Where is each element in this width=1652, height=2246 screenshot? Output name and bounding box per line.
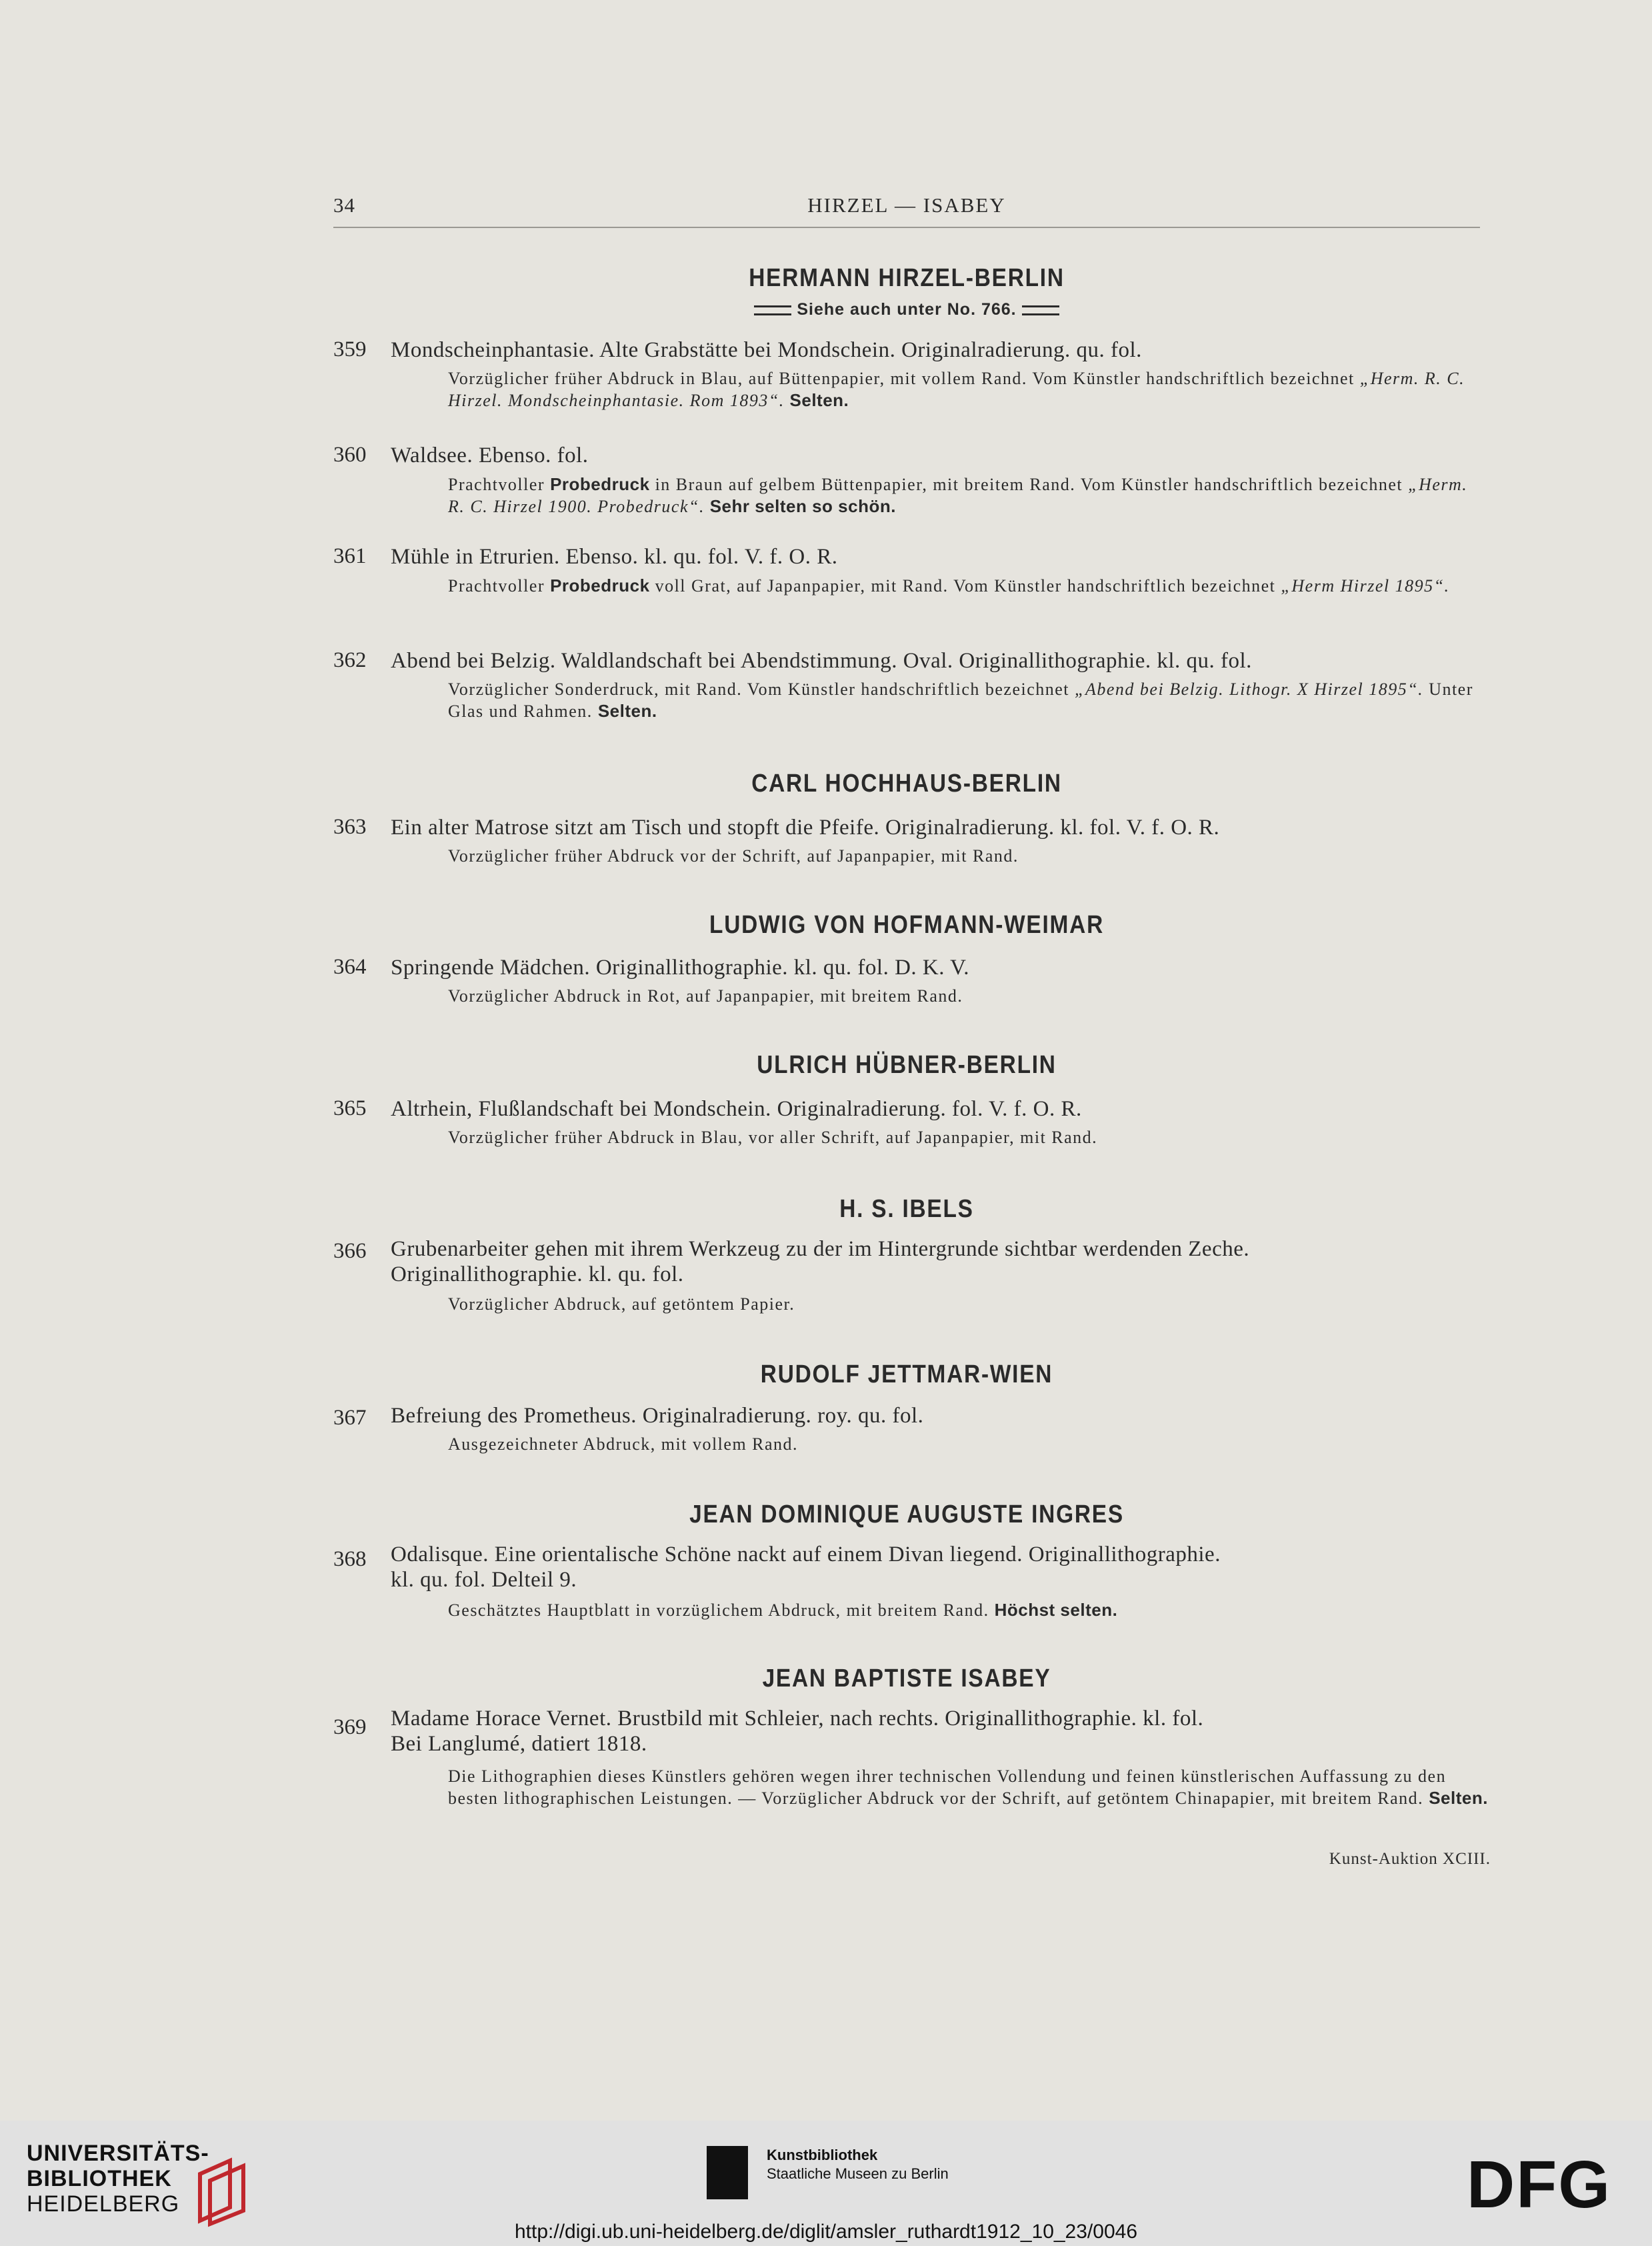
entry-title: Befreiung des Prometheus. Originalradierung. roy. qu. fol. bbox=[391, 1404, 924, 1428]
section-heading-huebner: ULRICH HÜBNER-BERLIN bbox=[757, 1051, 1057, 1079]
desc-text: Prachtvoller bbox=[448, 475, 551, 494]
entry-title: Mondscheinphantasie. Alte Grabstätte bei Mondschein. Originalradierung. qu. fol. bbox=[391, 338, 1142, 362]
see-also-text: Siehe auch unter No. 766. bbox=[797, 300, 1017, 319]
permalink-url[interactable]: http://digi.ub.uni-heidelberg.de/diglit/amsler_ruthardt1912_10_23/0046 bbox=[515, 2221, 1137, 2243]
entry-title: Springende Mädchen. Originallithographie. kl. qu. fol. D. K. V. bbox=[391, 956, 969, 980]
desc-text: Vorzüglicher früher Abdruck in Blau, auf Büttenpapier, mit vollem Rand. Vom Künstler handschriftlich bezeichnet bbox=[448, 369, 1360, 388]
double-rule-right bbox=[1022, 305, 1059, 315]
entry-title: Waldsee. Ebenso. fol. bbox=[391, 443, 589, 467]
ub-heidelberg-logo[interactable] bbox=[27, 2141, 209, 2217]
ub-line: HEIDELBERG bbox=[27, 2191, 180, 2217]
desc-inscription: „Abend bei Belzig. Lithogr. X Hirzel 1895“. bbox=[1075, 680, 1424, 699]
desc-inscription: „Herm. R. C. Hirzel. Mondscheinphantasie. Rom 1893“. bbox=[448, 369, 1465, 410]
entry-number: 362 bbox=[333, 648, 367, 672]
entry-description: Vorzüglicher früher Abdruck in Blau, vor aller Schrift, auf Japanpapier, mit Rand. bbox=[448, 1128, 1098, 1147]
entry-description bbox=[448, 679, 1488, 722]
entry-description bbox=[448, 473, 1488, 517]
kb-line: Kunstbibliothek bbox=[767, 2147, 878, 2163]
desc-inscription: „Herm Hirzel 1895“. bbox=[1281, 576, 1450, 596]
ub-line: BIBLIOTHEK bbox=[27, 2166, 172, 2191]
entry-description: Ausgezeichneter Abdruck, mit vollem Rand. bbox=[448, 1434, 799, 1454]
section-heading-hofmann: LUDWIG VON HOFMANN-WEIMAR bbox=[709, 911, 1104, 939]
desc-text: in Braun auf gelbem Büttenpapier, mit breitem Rand. Vom Künstler handschriftlich bezeichnet bbox=[649, 475, 1409, 494]
entry-title-line: Originallithographie. kl. qu. fol. bbox=[391, 1262, 684, 1286]
desc-text: Geschätztes Hauptblatt in vorzüglichem Abdruck, mit breitem Rand. bbox=[448, 1600, 995, 1620]
entry-title bbox=[391, 1236, 1491, 1287]
page-number: 34 bbox=[333, 193, 355, 217]
section-heading-hirzel: HERMANN HIRZEL-BERLIN bbox=[749, 264, 1065, 292]
section-heading-hochhaus: CARL HOCHHAUS-BERLIN bbox=[751, 770, 1062, 798]
entry-number: 367 bbox=[333, 1406, 367, 1430]
entry-title-line: Odalisque. Eine orientalische Schöne nackt auf einem Divan liegend. Originallithographie. bbox=[391, 1542, 1221, 1566]
desc-rating: Selten. bbox=[597, 701, 657, 721]
ub-logo-text bbox=[27, 2141, 209, 2217]
kunstbibliothek-text bbox=[767, 2146, 949, 2183]
ub-line: UNIVERSITÄTS- bbox=[27, 2141, 209, 2166]
section-heading-isabey: JEAN BAPTISTE ISABEY bbox=[762, 1664, 1051, 1693]
ub-book-icon bbox=[193, 2154, 253, 2227]
entry-number: 363 bbox=[333, 815, 367, 839]
desc-text: voll Grat, auf Japanpapier, mit Rand. Vom Künstler handschriftlich bezeichnet bbox=[649, 576, 1281, 596]
desc-emphasis: Probedruck bbox=[550, 576, 650, 596]
kb-line: Staatliche Museen zu Berlin bbox=[767, 2165, 949, 2182]
desc-rating: Selten. bbox=[784, 390, 849, 410]
desc-text: Prachtvoller bbox=[448, 576, 551, 596]
entry-title-line: Bei Langlumé, datiert 1818. bbox=[391, 1732, 647, 1756]
desc-text: Vorzüglicher Sonderdruck, mit Rand. Vom Künstler handschriftlich bezeichnet bbox=[448, 680, 1075, 699]
entry-number: 366 bbox=[333, 1239, 367, 1263]
entry-number: 359 bbox=[333, 337, 367, 361]
desc-rating: Sehr selten so schön. bbox=[704, 496, 896, 516]
desc-text: Unter Glas und Rahmen. bbox=[448, 680, 1473, 721]
section-heading-jettmar: RUDOLF JETTMAR-WIEN bbox=[760, 1360, 1053, 1388]
entry-number: 361 bbox=[333, 544, 367, 568]
entry-number: 369 bbox=[333, 1715, 367, 1739]
entry-number: 360 bbox=[333, 443, 367, 467]
entry-description bbox=[448, 1766, 1488, 1809]
running-title: HIRZEL — ISABEY bbox=[807, 193, 1006, 217]
entry-number: 368 bbox=[333, 1547, 367, 1571]
entry-description: Vorzüglicher Abdruck in Rot, auf Japanpapier, mit breitem Rand. bbox=[448, 986, 963, 1006]
see-also-note bbox=[333, 300, 1480, 319]
section-heading-ingres: JEAN DOMINIQUE AUGUSTE INGRES bbox=[689, 1500, 1124, 1528]
entry-title: Mühle in Etrurien. Ebenso. kl. qu. fol. V. f. O. R. bbox=[391, 545, 838, 569]
entry-title bbox=[391, 1706, 1491, 1757]
kunstbibliothek-mark-icon bbox=[707, 2146, 748, 2199]
running-head bbox=[333, 193, 1480, 228]
entry-number: 364 bbox=[333, 955, 367, 979]
entry-description bbox=[448, 575, 1488, 597]
double-rule-left bbox=[754, 305, 791, 315]
desc-rating: Höchst selten. bbox=[994, 1600, 1118, 1620]
desc-rating: Selten. bbox=[1429, 1788, 1488, 1808]
desc-inscription: „Herm. R. C. Hirzel 1900. Probedruck“. bbox=[448, 475, 1468, 516]
entry-description: Vorzüglicher Abdruck, auf getöntem Papier. bbox=[448, 1294, 795, 1314]
entry-description bbox=[448, 368, 1488, 411]
entry-description: Vorzüglicher früher Abdruck vor der Schrift, auf Japanpapier, mit Rand. bbox=[448, 846, 1019, 866]
desc-text: Die Lithographien dieses Künstlers gehören wegen ihrer technischen Vollendung und feinen künstlerischen Auffassung zu den besten lithographischen Leistungen. — Vorzüglicher Abdruck vor der Schrift, auf getöntem Chinapapier, mit breitem Rand. bbox=[448, 1767, 1447, 1808]
entry-description bbox=[448, 1599, 1488, 1621]
entry-title-line: Madame Horace Vernet. Brustbild mit Schleier, nach rechts. Originallithographie. kl. fol. bbox=[391, 1707, 1204, 1731]
dfg-logo[interactable]: DFG bbox=[1467, 2147, 1612, 2222]
entry-title: Ein alter Matrose sitzt am Tisch und stopft die Pfeife. Originalradierung. kl. fol. V. f. O. R. bbox=[391, 816, 1220, 840]
section-heading-ibels: H. S. IBELS bbox=[839, 1195, 974, 1223]
desc-emphasis: Probedruck bbox=[550, 474, 650, 494]
entry-number: 365 bbox=[333, 1096, 367, 1120]
entry-title-line: kl. qu. fol. Delteil 9. bbox=[391, 1568, 577, 1592]
auction-note: Kunst-Auktion XCIII. bbox=[1329, 1850, 1491, 1868]
entry-title: Altrhein, Flußlandschaft bei Mondschein. Originalradierung. fol. V. f. O. R. bbox=[391, 1097, 1082, 1121]
entry-title-line: Grubenarbeiter gehen mit ihrem Werkzeug zu der im Hintergrunde sichtbar werdenden Zeche. bbox=[391, 1237, 1250, 1261]
entry-title: Abend bei Belzig. Waldlandschaft bei Abendstimmung. Oval. Originallithographie. kl. qu. fol. bbox=[391, 649, 1252, 673]
entry-title bbox=[391, 1542, 1491, 1592]
